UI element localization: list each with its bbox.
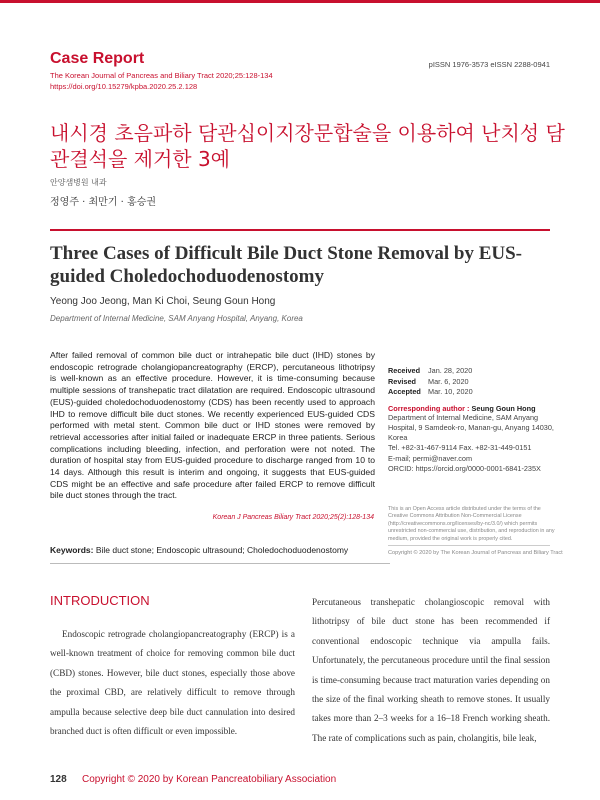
- doi-link[interactable]: https://doi.org/10.15279/kpba.2020.25.2.128: [50, 82, 198, 91]
- keywords-label: Keywords:: [50, 545, 94, 555]
- title-divider: [50, 229, 550, 231]
- keywords: [50, 545, 348, 555]
- keywords-text: Bile duct stone; Endoscopic ultrasound; Choledochoduodenostomy: [95, 545, 349, 555]
- corresponding-author: [388, 404, 558, 413]
- corr-address-line: Korea: [388, 433, 408, 443]
- korean-title: 내시경 초음파하 담관십이지장문합술을 이용하여 난치성 담관결석을 제거한 3예: [50, 121, 565, 171]
- corr-orcid[interactable]: ORCID: https://orcid.org/0000-0001-6841-235X: [388, 463, 541, 473]
- page-number: 128: [50, 774, 67, 785]
- body-paragraph: Endoscopic retrograde cholangiopancreatography (ERCP) is a well-known treatment of choice for removing common bile duct (CBD) stones. However, bile duct stones, especially those above the proximal CBD, are relatively difficult to remove through ampulla because selective deep bile duct cannulation into desired branched duct is often difficult or even impossible.: [50, 629, 295, 737]
- footer-copyright: Copyright © 2020 by Korean Pancreatobiliary Association: [82, 774, 337, 785]
- body-paragraph: Percutaneous transhepatic cholangioscopic removal with lithotripsy of bile duct stone has been recommended if conventional endoscopic technique via ampulla fails. Unfortunately, the percutaneous procedure until the final session is time-consuming because tract maturation varies depending on the size of the final working sheath to remove stones. It usually takes more than 2–3 weeks for a 16–18 French working sheath. The rate of complications such as pain, cholangitis, bile leak,: [312, 597, 550, 743]
- article-info-sidebar: [388, 366, 558, 474]
- date-revised: Revised Mar. 6, 2020: [388, 376, 469, 386]
- journal-citation-line: The Korean Journal of Pancreas and Biliary Tract 2020;25:128-134: [50, 71, 273, 80]
- article-type-label: Case Report: [50, 50, 145, 67]
- english-title: Three Cases of Difficult Bile Duct Stone Removal by EUS-guided Choledochoduodenostomy: [50, 243, 522, 287]
- top-accent-bar: [0, 0, 600, 3]
- open-access-notice: This is an Open Access article distributed under the terms of the Creative Commons Attribution Non-Commercial License (http://creativecommons.org/licenses/by-nc/3.0/) which permits unrestricted non-commercial use, distribution, and reproduction in any medium, provided the original work is properly cited.: [388, 506, 555, 542]
- corresponding-author-label: Corresponding author :: [388, 403, 472, 413]
- article-dates: [388, 366, 558, 398]
- abstract-citation: Korean J Pancreas Biliary Tract 2020;25(2):128-134: [212, 514, 374, 521]
- corresponding-author-name: Seung Goun Hong: [471, 403, 536, 413]
- english-authors: Yeong Joo Jeong, Man Ki Choi, Seung Goun Hong: [50, 296, 276, 307]
- corr-email[interactable]: E-mail; permi@naver.com: [388, 453, 473, 463]
- body-right-column: [312, 593, 550, 748]
- sidebar-rule: [388, 545, 550, 546]
- introduction-heading: INTRODUCTION: [50, 593, 150, 608]
- corr-phone-fax: Tel. +82-31-467-9114 Fax. +82-31-449-0151: [388, 443, 532, 453]
- korean-authors: 정영주 · 최만기 · 홍승권: [50, 197, 157, 208]
- date-received: Received Jan. 28, 2020: [388, 366, 473, 375]
- keywords-rule: [50, 563, 390, 564]
- korean-affiliation: 안양샘병원 내과: [50, 178, 107, 187]
- issn-line: pISSN 1976-3573 eISSN 2288-0941: [428, 60, 550, 69]
- date-accepted: Accepted Mar. 10, 2020: [388, 387, 473, 397]
- english-affiliation: Department of Internal Medicine, SAM Anyang Hospital, Anyang, Korea: [50, 314, 303, 323]
- abstract-text: After failed removal of common bile duct or intrahepatic bile duct (IHD) stones by endoscopic retrograde cholangiopancreatography (ERCP), percutaneous lithotripsy is well-known as an effective procedure. However, it is time-consuming because multiple sessions of transhepatic tract dilatation are required. Endoscopic ultrasound (EUS)-guided choledochoduodenostomy (CDS) has been recently used to approach IHD to remove difficult bile duct stones. We recently experienced EUS-guided CDS performed with metal stent. Common bile duct or IHD stones were removed by retrieval accessories after initial failed or inadequate ERCP in three patients. Serious complications including bleeding, infection, and perforation were not noted. The duration of hospital stay from EUS-guided procedure to discharge ranged from 10 to 14 days. Although this result is interim and ongoing, it suggests that EUS-guided CDS might be an effective and safe procedure after failed ERCP to remove difficult bile duct stones through the tract.: [50, 350, 375, 501]
- sidebar-copyright: Copyright © 2020 by The Korean Journal of Pancreas and Biliary Tract: [388, 550, 563, 556]
- corr-address-line: Department of Internal Medicine, SAM Anyang: [388, 412, 539, 422]
- body-left-column: [50, 625, 295, 741]
- corr-address-line: Hospital, 9 Samdeok-ro, Manan-gu, Anyang 14030,: [388, 422, 554, 432]
- corresponding-author-details: [388, 413, 558, 474]
